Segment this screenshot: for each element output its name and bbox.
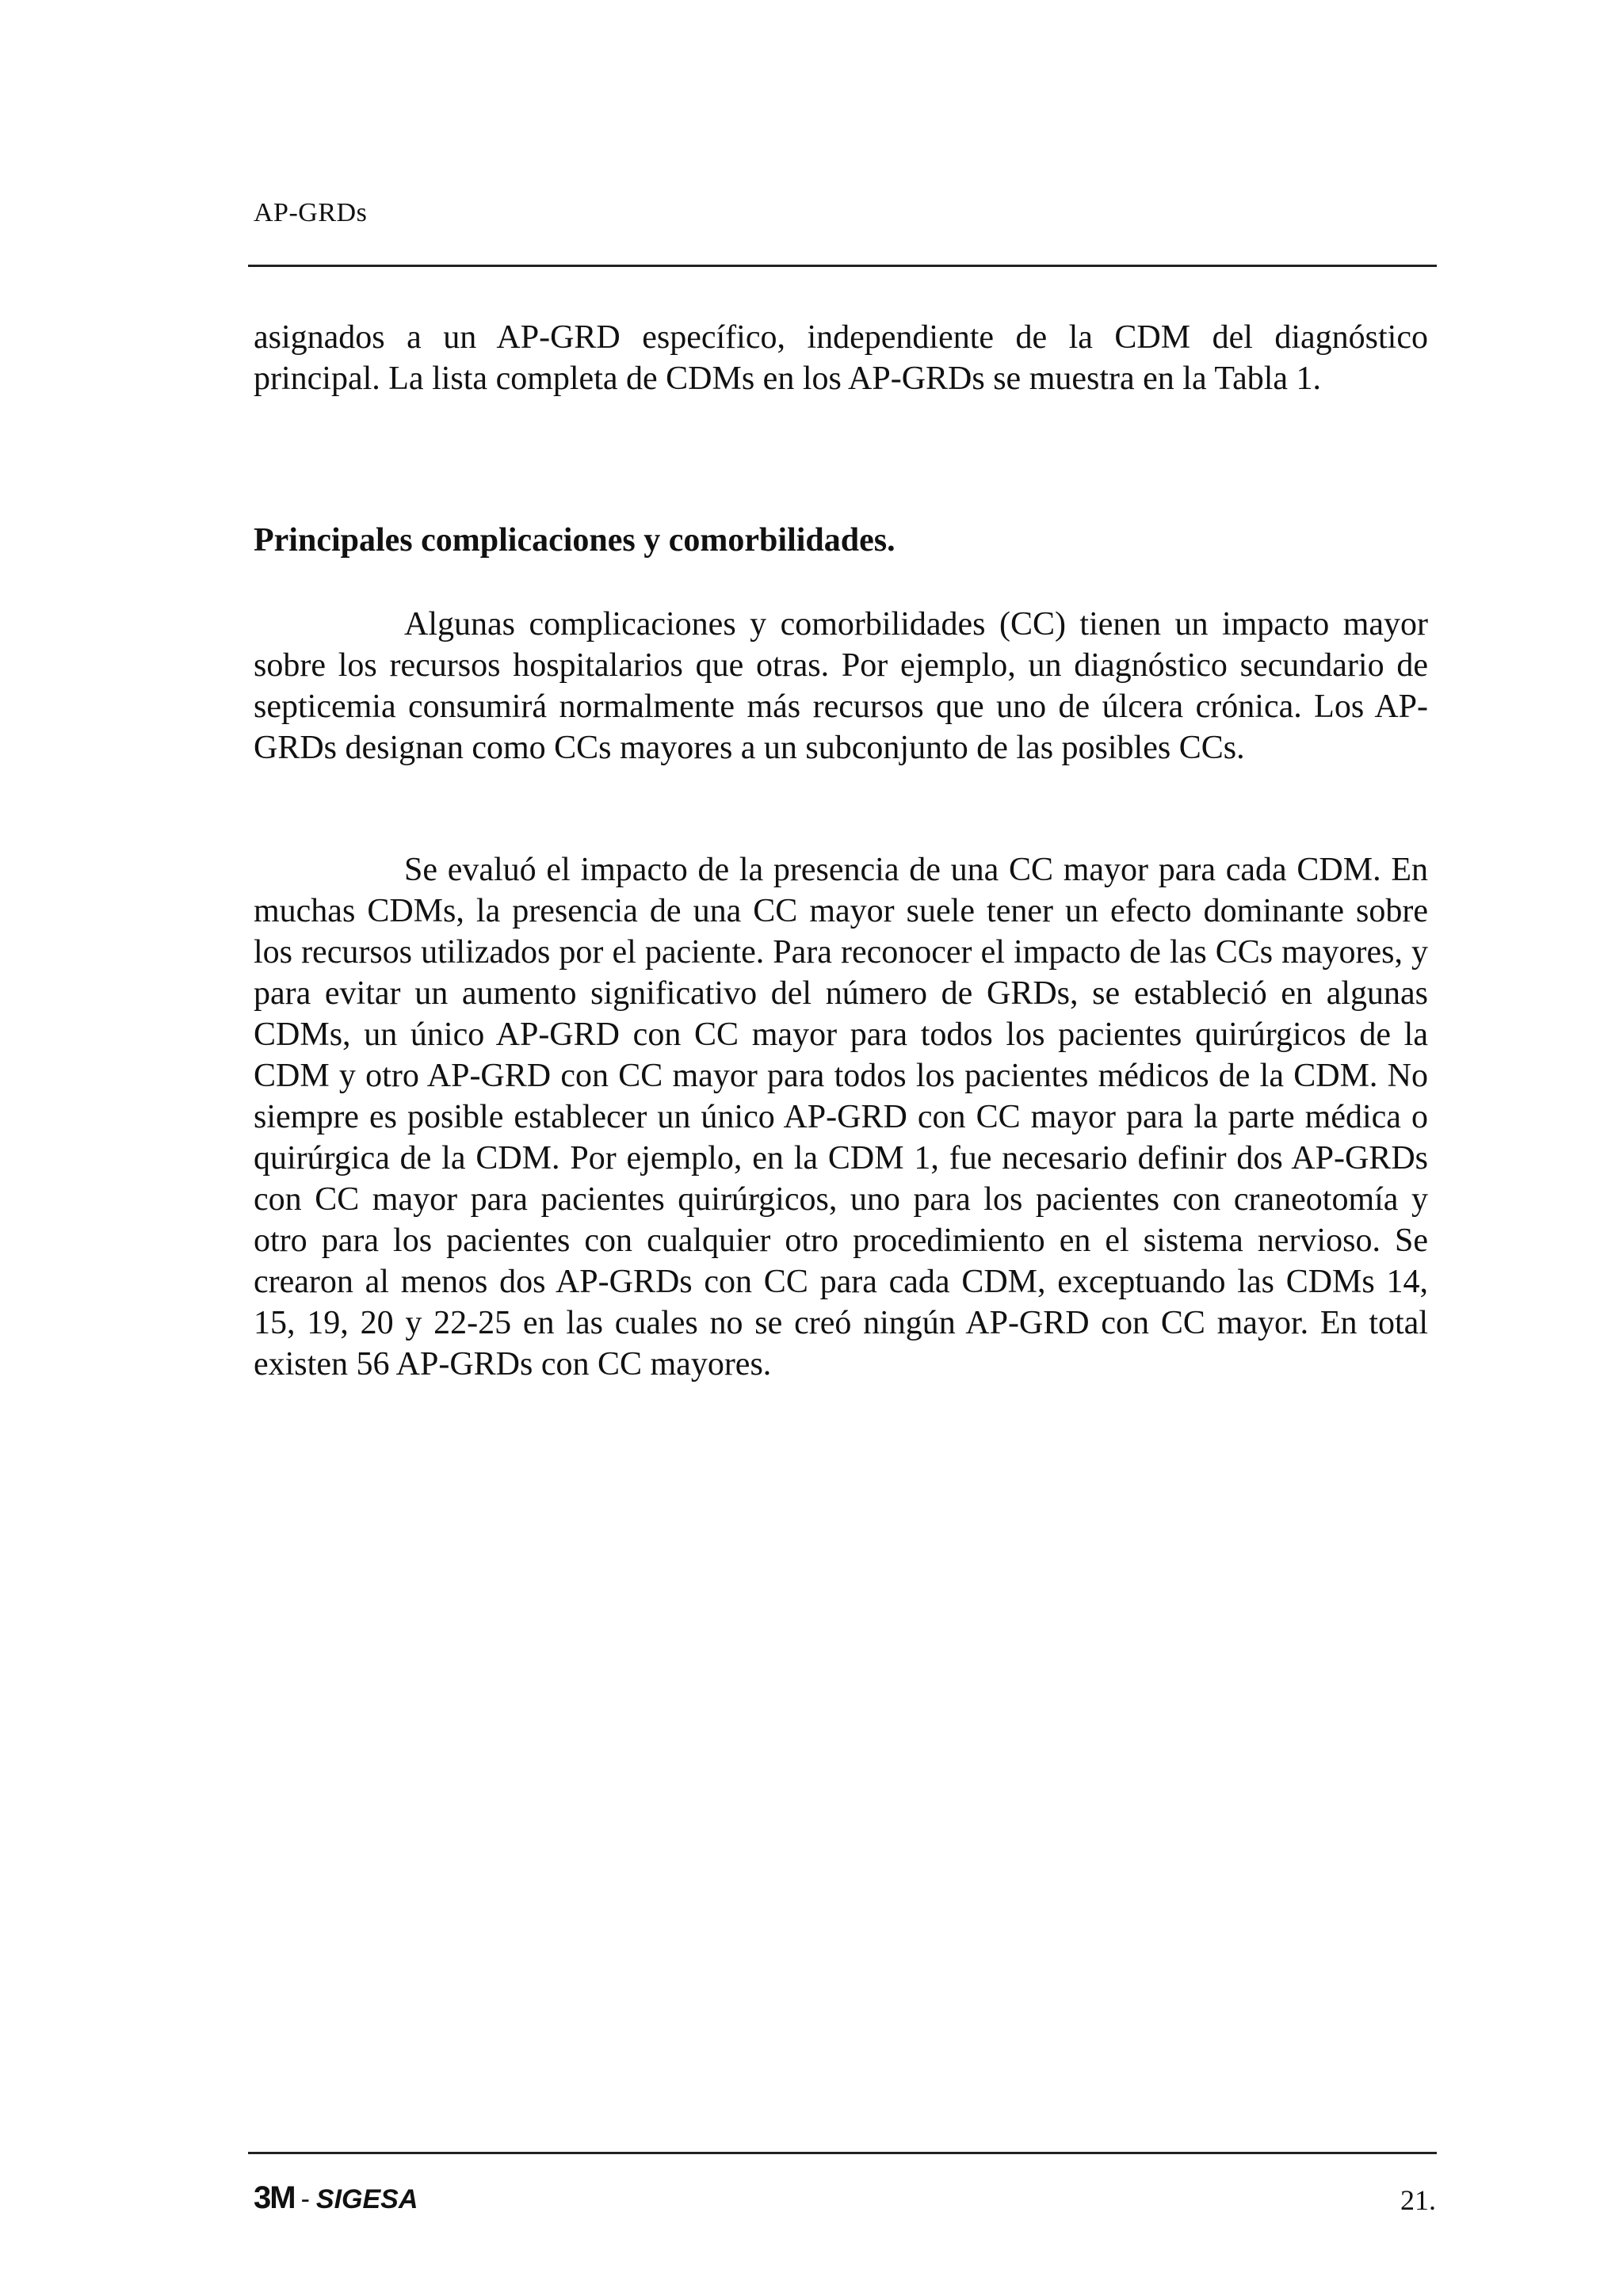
page-number: 21.: [1400, 2184, 1436, 2216]
paragraph-complicaciones: Algunas complicaciones y comorbilidades (CC) tienen un impacto mayor sobre los recursos hospitalarios que otras. Por ejemplo, un diagnóstico secundario de septicemia consumirá normalmente más recursos que uno de úlcera crónica. Los AP-GRDs designan como CCs mayores a un subconjunto de las posibles CCs.: [254, 606, 1428, 766]
intro-paragraph: asignados a un AP-GRD específico, independiente de la CDM del diagnóstico principal. La lista completa de CDMs en los AP-GRDs se muestra en la Tabla 1.: [254, 319, 1428, 397]
brand-separator: -: [300, 2184, 310, 2214]
brand-logo: 3M: [254, 2180, 295, 2215]
paragraph-impacto-cc: Se evaluó el impacto de la presencia de una CC mayor para cada CDM. En muchas CDMs, la presencia de una CC mayor suele tener un efecto dominante sobre los recursos utilizados por el paciente. Para reconocer el impacto de las CCs mayores, y para evitar un aumento significativo del número de GRDs, se estableció en algunas CDMs, un único AP-GRD con CC mayor para todos los pacientes quirúrgicos de la CDM y otro AP-GRD con CC mayor para todos los pacientes médicos de la CDM. No siempre es posible establecer un único AP-GRD con CC mayor para la parte médica o quirúrgica de la CDM. Por ejemplo, en la CDM 1, fue necesario definir dos AP-GRDs con CC mayor para pacientes quirúrgicos, uno para los pacientes con craneotomía y otro para los pacientes con cualquier otro procedimiento en el sistema nervioso. Se crearon al menos dos AP-GRDs con CC para cada CDM, exceptuando las CDMs 14, 15, 19, 20 y 22-25 en las cuales no se creó ningún AP-GRD con CC mayor. En total existen 56 AP-GRDs con CC mayores.: [254, 852, 1428, 1383]
footer-brand: [254, 2180, 418, 2216]
section-heading: Principales complicaciones y comorbilidades.: [254, 522, 896, 559]
footer-rule: [248, 2152, 1437, 2154]
header-rule: [248, 265, 1437, 267]
running-header: AP-GRDs: [254, 198, 368, 227]
brand-name: SIGESA: [315, 2184, 418, 2214]
